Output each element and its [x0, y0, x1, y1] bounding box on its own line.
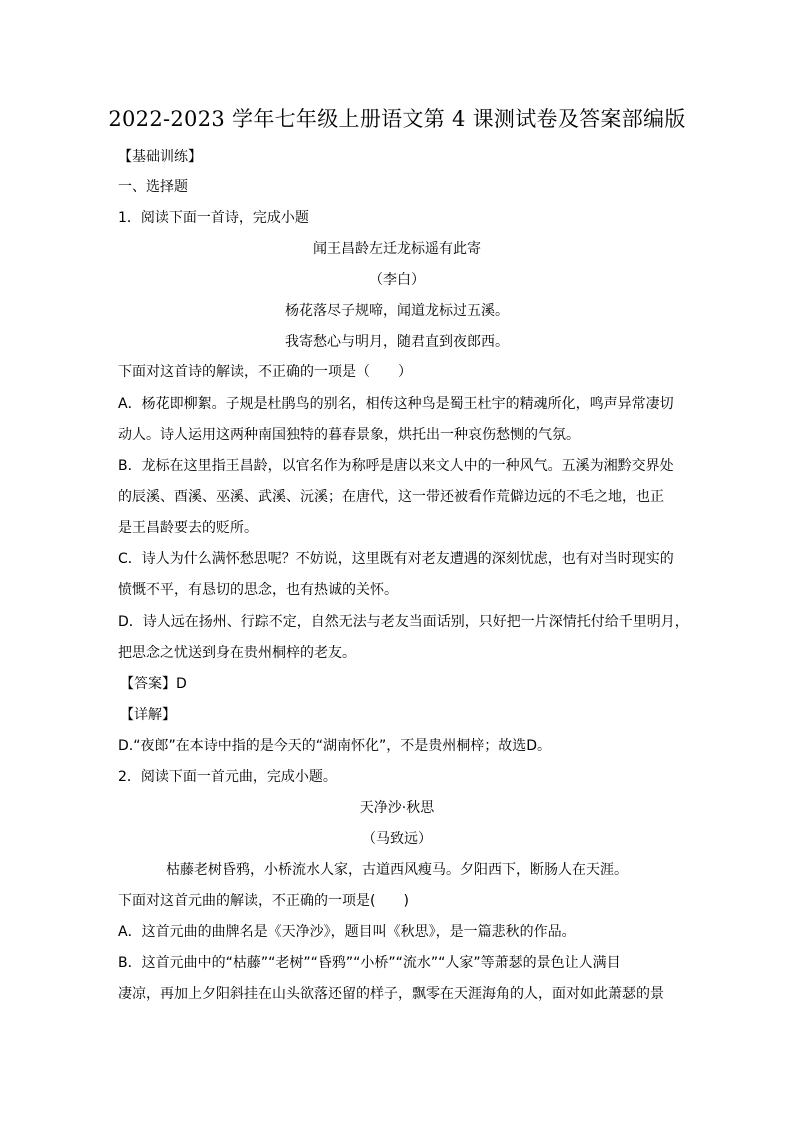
option-a-line: A．杨花即柳絮。子规是杜鹃鸟的别名，相传这种鸟是蜀王杜宇的精魂所化，鸣声异常凄切	[118, 396, 674, 412]
question1-prompt: 1．阅读下面一首诗，完成小题	[118, 210, 309, 226]
option-c-line: 愤慨不平，有恳切的思念，也有热诚的关怀。	[118, 582, 398, 598]
option-b-line: B．龙标在这里指王昌龄，以官名作为称呼是唐以来文人中的一种风气。五溪为湘黔交界处	[118, 458, 674, 474]
question2-prompt: 2．阅读下面一首元曲，完成小题。	[118, 769, 337, 785]
poem1-author: （李白）	[369, 272, 425, 288]
q2-option-b-line: 凄凉，再加上夕阳斜挂在山头欲落还留的样子，飘零在天涯海角的人，面对如此萧瑟的景	[118, 986, 664, 1002]
poem2-title: 天净沙·秋思	[359, 800, 435, 816]
poem1-title: 闻王昌龄左迁龙标遥有此寄	[313, 241, 481, 257]
poem1-line: 我寄愁心与明月，随君直到夜郎西。	[285, 334, 509, 350]
explanation-text: D.“夜郎”在本诗中指的是今天的“湖南怀化”，不是贵州桐梓；故选D。	[118, 738, 552, 754]
poem1-line: 杨花落尽子规啼，闻道龙标过五溪。	[285, 303, 509, 319]
option-c-line: C．诗人为什么满怀愁思呢？不妨说，这里既有对老友遭遇的深刻忧虑，也有对当时现实的	[118, 551, 674, 567]
option-d-line: D．诗人远在扬州、行踪不定，自然无法与老友当面话别，只好把一片深情托付给千里明月，	[118, 614, 689, 630]
part-label: 一、选择题	[118, 179, 188, 195]
q2-option-a-line: A．这首元曲的曲牌名是《天净沙》，题目叫《秋思》，是一篇悲秋的作品。	[118, 924, 576, 940]
answer-label: 【答案】D	[120, 676, 187, 692]
option-b-line: 的辰溪、酉溪、巫溪、武溪、沅溪；在唐代，这一带还被看作荒僻边远的不毛之地，也正	[118, 489, 664, 505]
poem2-text: 枯藤老树昏鸦，小桥流水人家，古道西风瘦马。夕阳西下，断肠人在天涯。	[166, 862, 628, 878]
question1-question: 下面对这首诗的解读，不正确的一项是（ ）	[118, 364, 412, 380]
option-d-line: 把思念之忧送到身在贵州桐梓的老友。	[118, 645, 356, 661]
q2-option-b-line: B．这首元曲中的“枯藤”“老树”“昏鸦”“小桥”“流水”“人家”等萧瑟的景色让人满目	[118, 955, 621, 971]
option-b-line: 是王昌龄要去的贬所。	[118, 520, 258, 536]
document-title: 2022-2023 学年七年级上册语文第 4 课测试卷及答案部编版	[108, 107, 686, 131]
option-a-line: 动人。诗人运用这两种南国独特的暮春景象，烘托出一种哀伤愁恻的气氛。	[118, 427, 580, 443]
poem2-author: （马致远）	[362, 831, 432, 847]
question2-question: 下面对这首元曲的解读，不正确的一项是( )	[118, 893, 409, 909]
section-label: 【基础训练】	[118, 149, 202, 165]
explain-label: 【详解】	[120, 707, 176, 723]
